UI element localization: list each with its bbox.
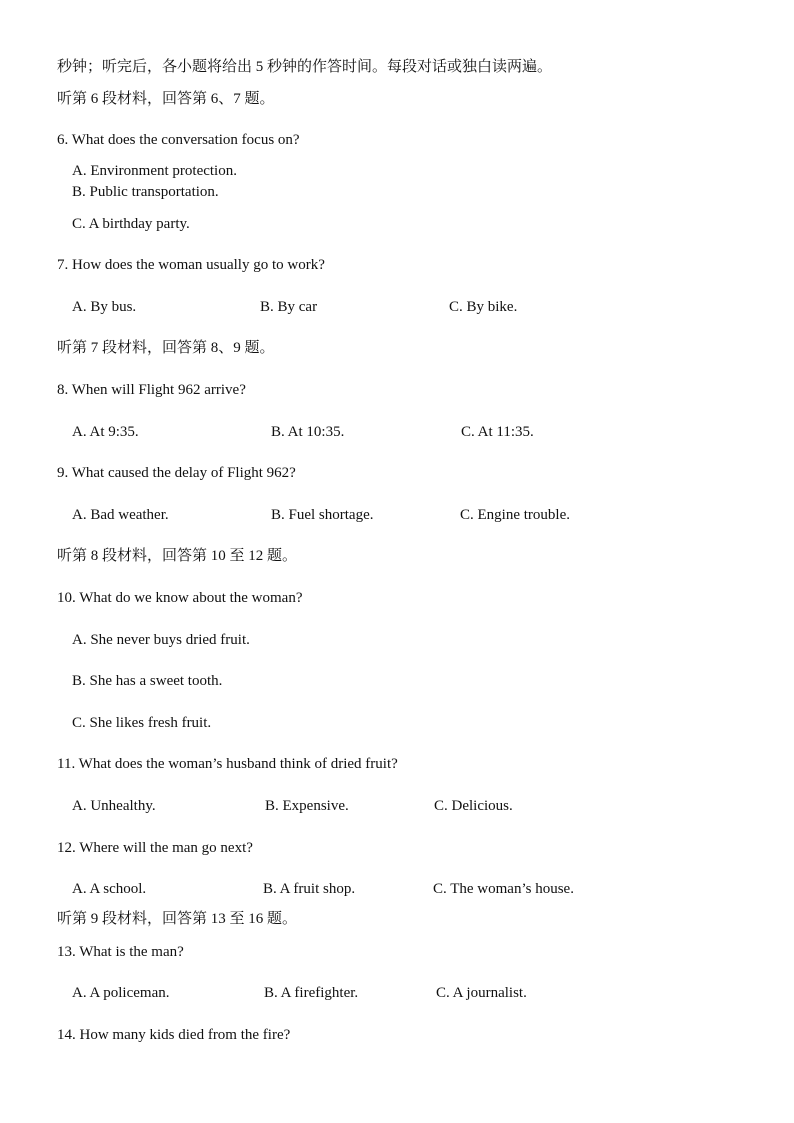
question-6-option-c: C. A birthday party. bbox=[72, 216, 190, 232]
question-11-option-c: C. Delicious. bbox=[434, 798, 513, 814]
question-9-option-a: A. Bad weather. bbox=[72, 507, 169, 523]
question-6-option-b: B. Public transportation. bbox=[72, 184, 219, 200]
question-10-stem: 10. What do we know about the woman? bbox=[57, 590, 303, 606]
section-heading-8: 听第 8 段材料，回答第 10 至 12 题。 bbox=[57, 548, 298, 564]
question-9-option-b: B. Fuel shortage. bbox=[271, 507, 374, 523]
question-8-option-b: B. At 10:35. bbox=[271, 424, 345, 440]
question-12-stem: 12. Where will the man go next? bbox=[57, 840, 253, 856]
question-11-stem: 11. What does the woman’s husband think of dried fruit? bbox=[57, 756, 398, 772]
question-7-option-a: A. By bus. bbox=[72, 299, 137, 315]
question-7-option-b: B. By car bbox=[260, 299, 318, 315]
question-8-stem: 8. When will Flight 962 arrive? bbox=[57, 382, 246, 398]
question-13-option-c: C. A journalist. bbox=[436, 985, 527, 1001]
instructions-text: 秒钟；听完后，各小题将给出 5 秒钟的作答时间。每段对话或独白读两遍。 bbox=[57, 59, 553, 75]
question-10-option-b: B. She has a sweet tooth. bbox=[72, 673, 223, 689]
question-7-stem: 7. How does the woman usually go to work? bbox=[57, 257, 325, 273]
section-heading-9: 听第 9 段材料，回答第 13 至 16 题。 bbox=[57, 911, 298, 927]
question-9-stem: 9. What caused the delay of Flight 962? bbox=[57, 465, 296, 481]
question-11-option-a: A. Unhealthy. bbox=[72, 798, 156, 814]
question-12-option-a: A. A school. bbox=[72, 881, 147, 897]
question-9-option-c: C. Engine trouble. bbox=[460, 507, 570, 523]
question-12-option-c: C. The woman’s house. bbox=[433, 881, 574, 897]
question-6-stem: 6. What does the conversation focus on? bbox=[57, 132, 300, 148]
question-8-option-a: A. At 9:35. bbox=[72, 424, 139, 440]
question-14-stem: 14. How many kids died from the fire? bbox=[57, 1027, 291, 1043]
section-heading-7: 听第 7 段材料，回答第 8、9 题。 bbox=[57, 340, 275, 356]
section-heading-6: 听第 6 段材料，回答第 6、7 题。 bbox=[57, 91, 275, 107]
question-10-option-a: A. She never buys dried fruit. bbox=[72, 632, 250, 648]
question-13-option-a: A. A policeman. bbox=[72, 985, 170, 1001]
question-13-option-b: B. A firefighter. bbox=[264, 985, 359, 1001]
question-6-option-a: A. Environment protection. bbox=[72, 163, 237, 179]
question-13-stem: 13. What is the man? bbox=[57, 944, 184, 960]
question-7-option-c: C. By bike. bbox=[449, 299, 518, 315]
question-11-option-b: B. Expensive. bbox=[265, 798, 349, 814]
question-8-option-c: C. At 11:35. bbox=[461, 424, 534, 440]
question-10-option-c: C. She likes fresh fruit. bbox=[72, 715, 212, 731]
question-12-option-b: B. A fruit shop. bbox=[263, 881, 356, 897]
